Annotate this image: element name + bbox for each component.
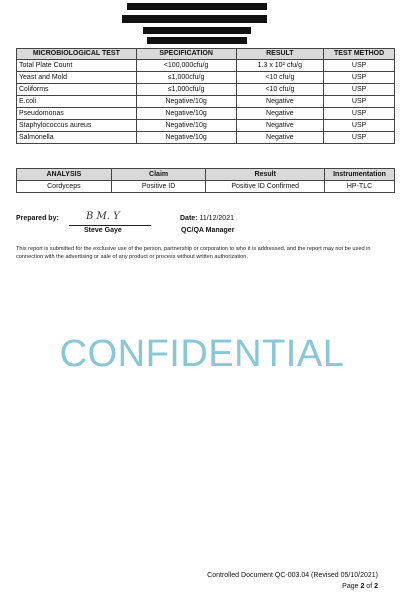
table-cell: <10 cfu/g <box>236 72 324 84</box>
preparer-name: Steve Gaye <box>84 227 122 234</box>
disclaimer-text: This report is submitted for the exclusive use of the person, partnership or corporation to who it is addressed, and the report may not be used in connection with the advertising or sale of any product or process without written authorization. <box>16 246 371 260</box>
page-current: 2 <box>360 583 365 590</box>
column-header: ANALYSIS <box>17 169 112 181</box>
column-header: TEST METHOD <box>324 49 395 60</box>
prepared-by-label: Prepared by: <box>16 215 59 222</box>
table-cell: USP <box>324 72 395 84</box>
microbiological-test-table <box>16 48 395 144</box>
table-cell: Staphylococcus aureus <box>17 120 137 132</box>
table-cell: ≤1,000cfu/g <box>136 72 236 84</box>
signature-line <box>69 225 151 226</box>
table-row <box>17 132 395 144</box>
table-cell: Negative/10g <box>136 96 236 108</box>
redacted-address-line-3 <box>147 37 247 44</box>
table-cell: Salmonella <box>17 132 137 144</box>
table-cell: USP <box>324 84 395 96</box>
table-row <box>17 181 395 193</box>
table-row <box>17 72 395 84</box>
table-cell: Negative <box>236 120 324 132</box>
preparer-role: QC/QA Manager <box>181 227 235 234</box>
column-header: RESULT <box>236 49 324 60</box>
table-cell: Negative/10g <box>136 132 236 144</box>
column-header: Result <box>206 169 325 181</box>
date-line <box>180 215 234 222</box>
table-cell: Negative <box>236 132 324 144</box>
table-cell: Negative <box>236 108 324 120</box>
table-row <box>17 60 395 72</box>
table-cell: Cordyceps <box>17 181 112 193</box>
page-number <box>342 583 378 590</box>
column-header: Claim <box>111 169 206 181</box>
table-cell: Negative/10g <box>136 120 236 132</box>
table-cell: Coliforms <box>17 84 137 96</box>
signature: B M. Y <box>86 211 120 222</box>
table-cell: Negative/10g <box>136 108 236 120</box>
table-cell: <100,000cfu/g <box>136 60 236 72</box>
table-cell: E.coli <box>17 96 137 108</box>
table-header-row <box>17 49 395 60</box>
column-header: Instrumentation <box>325 169 395 181</box>
table-cell: Pseudomonas <box>17 108 137 120</box>
table-row <box>17 108 395 120</box>
table-cell: USP <box>324 108 395 120</box>
table-cell: Total Plate Count <box>17 60 137 72</box>
date-label: Date: <box>180 215 198 222</box>
table-row <box>17 96 395 108</box>
page-of: of <box>364 583 375 590</box>
table-row <box>17 120 395 132</box>
table-cell: Positive ID <box>111 181 206 193</box>
analysis-table <box>16 168 395 193</box>
table-cell: <10 cfu/g <box>236 84 324 96</box>
table-cell: USP <box>324 120 395 132</box>
table-cell: HP-TLC <box>325 181 395 193</box>
table-header-row <box>17 169 395 181</box>
table-cell: USP <box>324 60 395 72</box>
table-cell: Yeast and Mold <box>17 72 137 84</box>
table-cell: 1.3 x 10² cfu/g <box>236 60 324 72</box>
table-cell: USP <box>324 132 395 144</box>
table-row <box>17 84 395 96</box>
redacted-address-line-2 <box>143 27 251 34</box>
controlled-document-note: Controlled Document QC-003.04 (Revised 05/10/2021) <box>207 572 378 579</box>
page-prefix: Page <box>342 583 361 590</box>
column-header: SPECIFICATION <box>136 49 236 60</box>
redacted-company-name <box>127 3 267 10</box>
table-cell: USP <box>324 96 395 108</box>
table-cell: ≤1,000cfu/g <box>136 84 236 96</box>
table-cell: Positive ID Confirmed <box>206 181 325 193</box>
page-total: 2 <box>374 583 378 590</box>
column-header: MICROBIOLOGICAL TEST <box>17 49 137 60</box>
date-value: 11/12/2021 <box>199 215 234 222</box>
redacted-address-line-1 <box>122 15 267 23</box>
table-cell: Negative <box>236 96 324 108</box>
confidential-watermark: CONFIDENTIAL <box>59 333 345 375</box>
